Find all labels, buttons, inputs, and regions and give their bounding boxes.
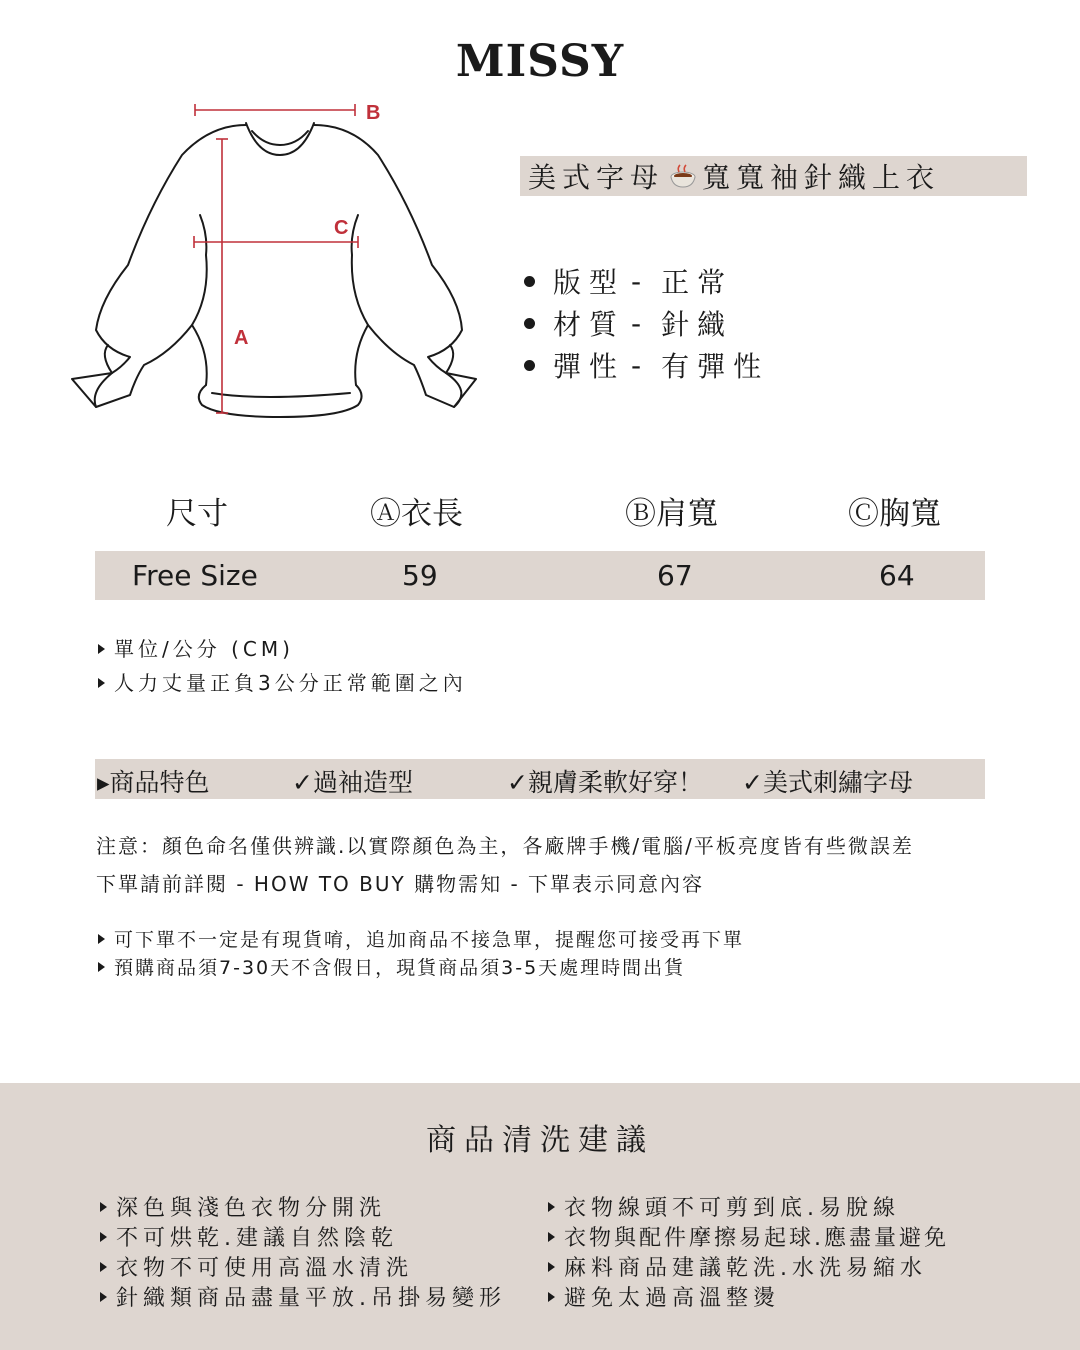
label-c: C [334, 217, 349, 239]
size-header-shoulder: Ⓑ肩寬 [625, 496, 718, 532]
label-b: B [366, 102, 381, 124]
care-item-text: 深色與淺色衣物分開洗 [116, 1196, 387, 1221]
spec-value: 有彈性 [661, 350, 770, 383]
spec-sep: - [631, 306, 650, 340]
care-item [100, 1281, 506, 1312]
care-item-text: 避免太過高溫整燙 [564, 1286, 781, 1311]
triangle-bullet-icon [98, 934, 105, 944]
care-item [100, 1221, 398, 1252]
spec-name: 版型 [553, 266, 626, 299]
size-cell: Free Size [132, 559, 258, 592]
product-title-part2: 寬寬袖針織上衣 [702, 161, 941, 194]
feature-item: ✓親膚柔軟好穿！ [507, 768, 703, 797]
caution-text: 注意：顏色命名僅供辨識.以實際顏色為主，各廠牌手機/電腦/平板亮度皆有些微誤差 [96, 834, 914, 858]
coffee-cup-icon [668, 163, 698, 189]
triangle-bullet-icon [100, 1232, 107, 1242]
triangle-bullet-icon [548, 1262, 555, 1272]
size-header-size: 尺寸 [166, 496, 228, 532]
care-item [548, 1221, 949, 1252]
care-item-text: 衣物線頭不可剪到底.易脫線 [564, 1196, 900, 1221]
care-section [0, 1083, 1080, 1350]
care-item [100, 1251, 413, 1282]
product-title [520, 156, 1027, 196]
chest-cell: 64 [879, 559, 915, 592]
bullet-icon [524, 318, 535, 329]
care-item-text: 衣物不可使用高溫水清洗 [116, 1256, 414, 1281]
order-note [98, 953, 685, 980]
triangle-bullet-icon [98, 644, 105, 654]
spec-item [524, 302, 769, 344]
spec-item [524, 260, 769, 302]
size-note-text: 單位/公分 (CM) [114, 637, 294, 661]
size-note-text: 人力丈量正負3公分正常範圍之內 [114, 671, 467, 695]
care-item [548, 1191, 900, 1222]
size-header-length: Ⓐ衣長 [370, 496, 463, 532]
bullet-icon [524, 360, 535, 371]
triangle-bullet-icon [100, 1262, 107, 1272]
care-title: 商品清洗建議 [426, 1123, 654, 1158]
triangle-bullet-icon [548, 1202, 555, 1212]
brand-logo: MISSY [455, 36, 625, 87]
size-header-chest: Ⓒ胸寬 [848, 496, 941, 532]
feature-label: ▸商品特色 [97, 768, 210, 797]
triangle-bullet-icon [98, 962, 105, 972]
triangle-bullet-icon [100, 1202, 107, 1212]
size-note [98, 633, 294, 662]
care-item [548, 1251, 927, 1282]
sweater-measurement-diagram [60, 95, 500, 425]
care-item [100, 1191, 386, 1222]
spec-item [524, 344, 769, 386]
order-note-text: 可下單不一定是有現貨唷，追加商品不接急單，提醒您可接受再下單 [114, 929, 745, 951]
triangle-bullet-icon [98, 678, 105, 688]
care-item-text: 衣物與配件摩擦易起球.應盡量避免 [564, 1226, 949, 1251]
table-row [95, 551, 985, 600]
care-item-text: 針織類商品盡量平放.吊掛易變形 [116, 1286, 506, 1311]
care-item [548, 1281, 780, 1312]
product-title-part1: 美式字母 [528, 161, 665, 194]
order-note-text: 預購商品須7-30天不含假日，現貨商品須3-5天處理時間出貨 [114, 957, 686, 979]
care-item-text: 不可烘乾.建議自然陰乾 [116, 1226, 398, 1251]
care-item-text: 麻料商品建議乾洗.水洗易縮水 [564, 1256, 927, 1281]
spec-name: 彈性 [553, 350, 626, 383]
feature-item: ✓美式刺繡字母 [742, 768, 913, 797]
caution-text: 下單請前詳閱 - HOW TO BUY 購物需知 - 下單表示同意內容 [96, 872, 705, 896]
size-note [98, 667, 467, 696]
triangle-bullet-icon [548, 1292, 555, 1302]
spec-sep: - [631, 264, 650, 298]
spec-sep: - [631, 348, 650, 382]
spec-value: 針織 [661, 308, 734, 341]
feature-bar [95, 759, 985, 799]
spec-value: 正常 [661, 266, 734, 299]
length-cell: 59 [402, 559, 438, 592]
order-note [98, 925, 744, 952]
bullet-icon [524, 276, 535, 287]
label-a: A [234, 327, 249, 349]
shoulder-cell: 67 [657, 559, 693, 592]
spec-list [524, 260, 769, 386]
triangle-bullet-icon [100, 1292, 107, 1302]
spec-name: 材質 [553, 308, 626, 341]
feature-item: ✓過袖造型 [292, 768, 413, 797]
triangle-bullet-icon [548, 1232, 555, 1242]
